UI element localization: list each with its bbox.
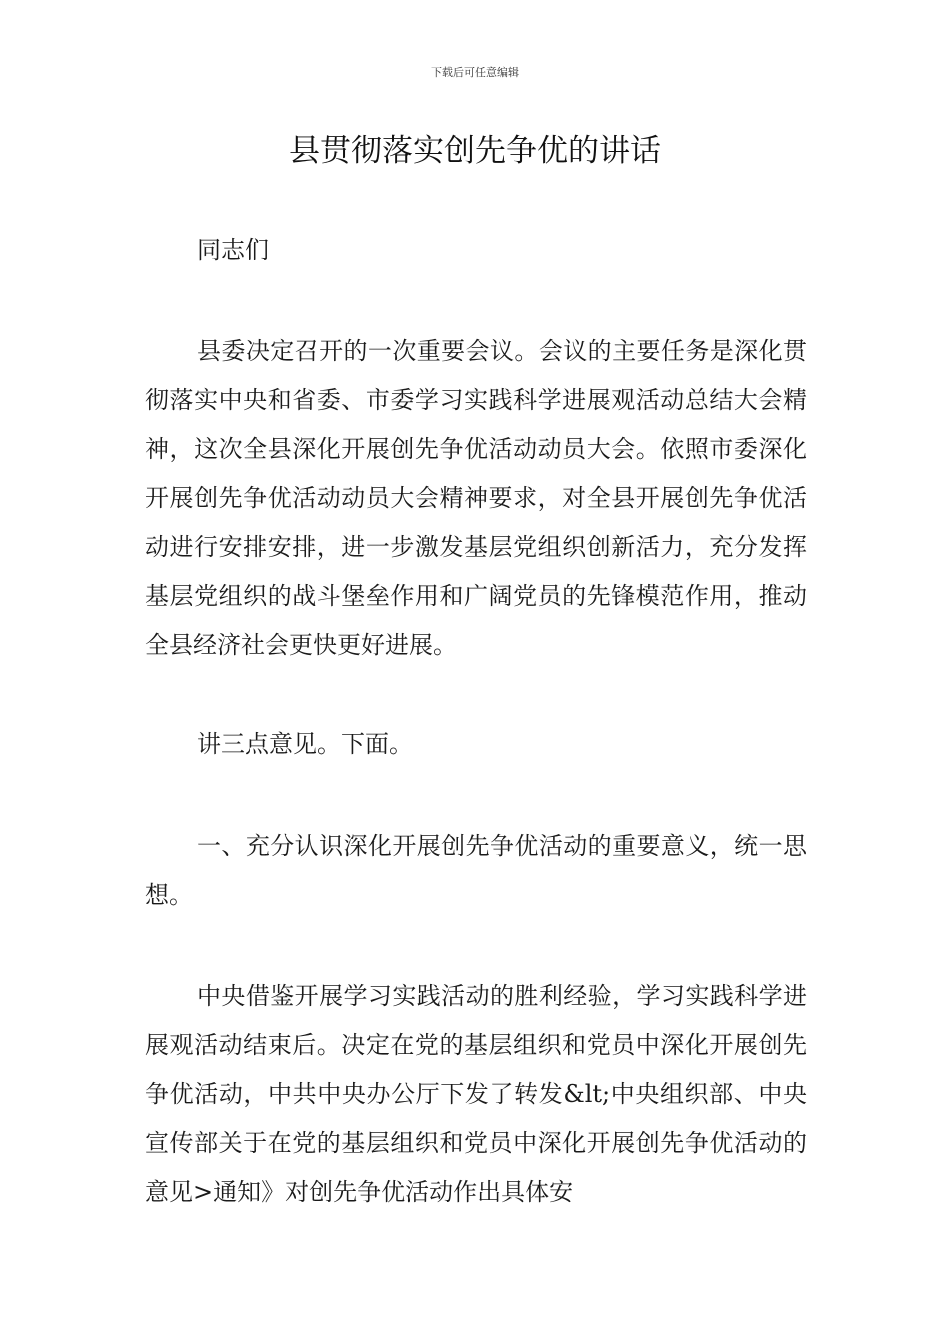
document-title: 县贯彻落实创先争优的讲话: [289, 133, 661, 169]
header-note: 下载后可任意编辑: [431, 66, 519, 79]
paragraph-intro: 县委决定召开的一次重要会议。会议的主要任务是深化贯彻落实中央和省委、市委学习实践科学进展观活动总结大会精神，这次全县深化开展创先争优活动动员大会。依照市委深化开展创先争优活动动员大会精神要求，对全县开展创先争优活动进行安排安排，进一步激发基层党组织创新活力，充分发挥基层党组织的战斗堡垒作用和广阔党员的先锋模范作用，推动全县经济社会更快更好进展。: [145, 337, 807, 659]
paragraph-salutation: 同志们: [197, 236, 269, 264]
paragraph-lead: 讲三点意见。下面。: [197, 730, 413, 758]
paragraph-central-guidance: 中央借鉴开展学习实践活动的胜利经验，学习实践科学进展观活动结束后。决定在党的基层组织和党员中深化开展创先争优活动，中共中央办公厅下发了转发&lt;中央组织部、中央宣传部关于在党的基层组织和党员中深化开展创先争优活动的意见>通知》对创先争优活动作出具体安: [145, 982, 807, 1206]
paragraph-point-one: 一、充分认识深化开展创先争优活动的重要意义，统一思想。: [145, 832, 807, 909]
